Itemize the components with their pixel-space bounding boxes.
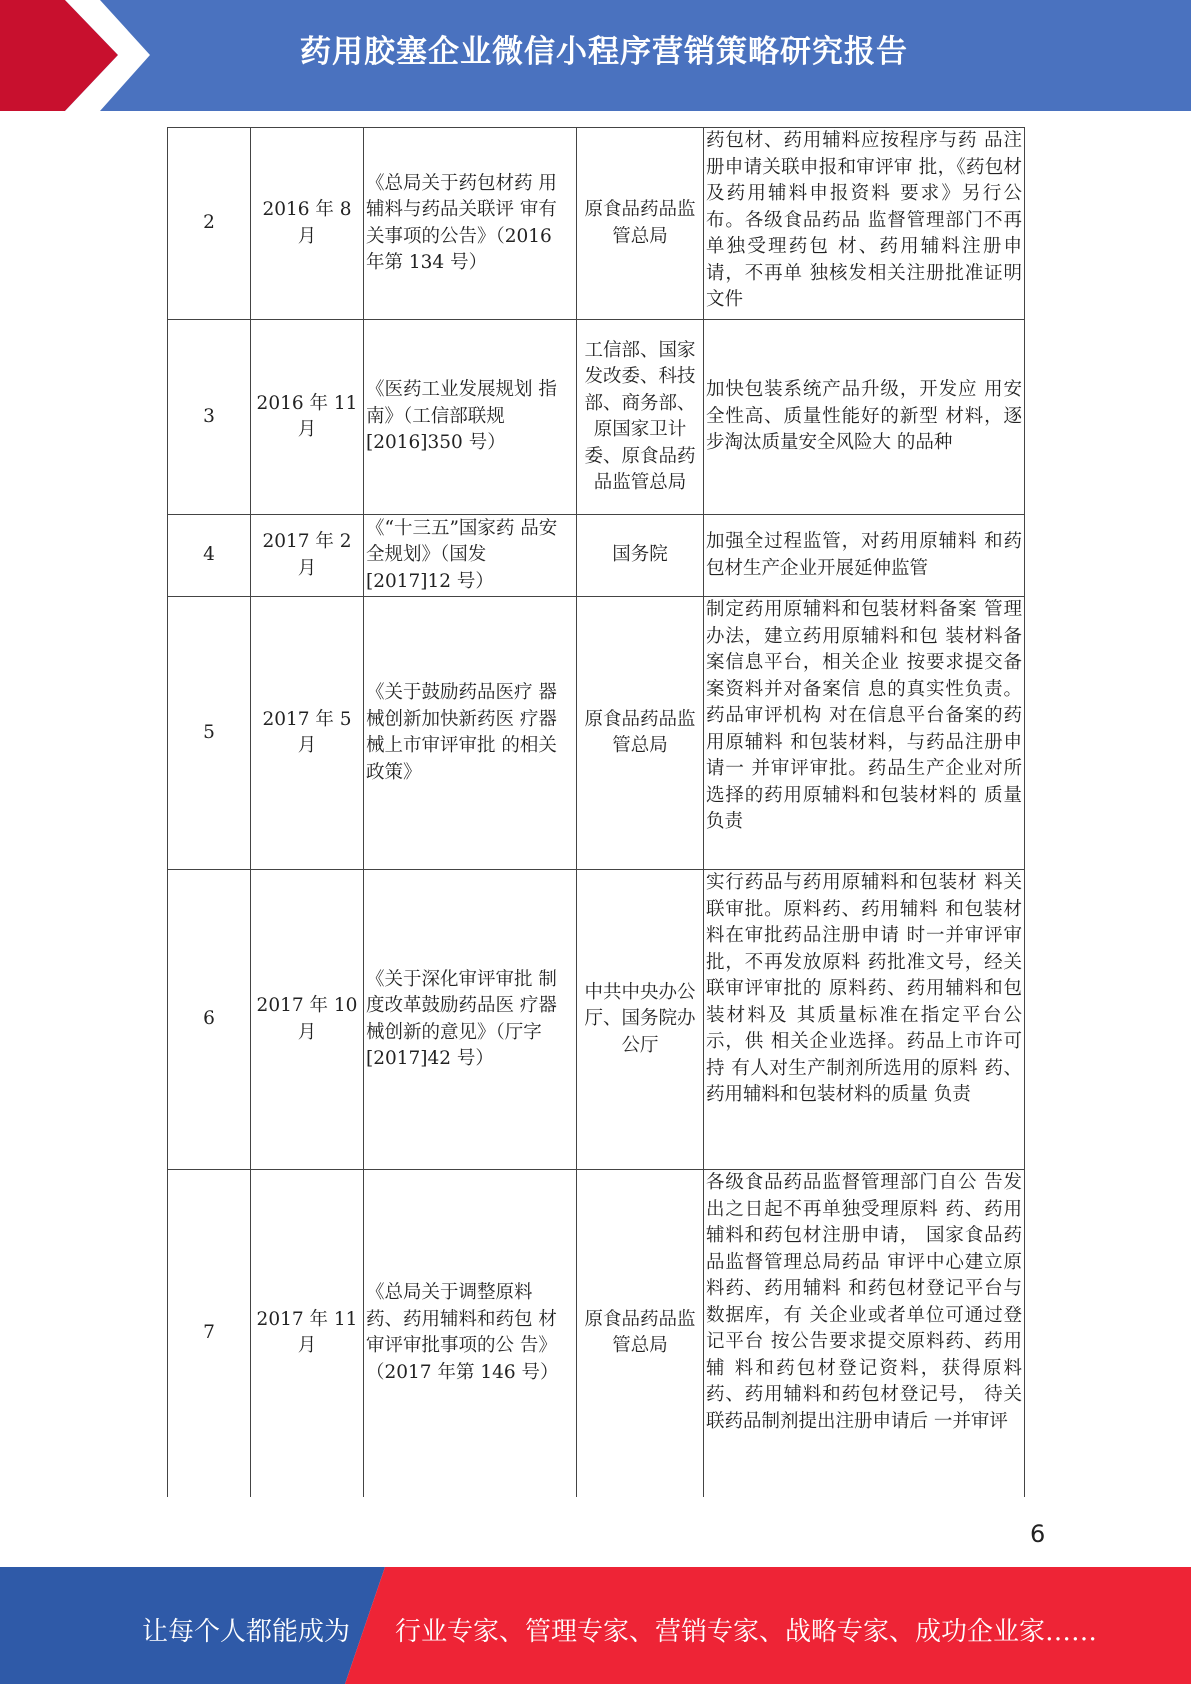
report-title: 药用胶塞企业微信小程序营销策略研究报告 <box>300 34 908 70</box>
page-header <box>0 0 1191 111</box>
row-document: 《医药工业发展规划 指南》（工信部联规 [2016]350 号） <box>364 320 577 515</box>
row-document: 《关于深化审评审批 制度改革鼓励药品医 疗器械创新的意见》（厅字[2017]42 号） <box>364 870 577 1170</box>
row-org: 国务院 <box>577 515 704 597</box>
row-number: 4 <box>168 515 251 597</box>
row-document: 《“十三五”国家药 品安全规划》（国发 [2017]12 号） <box>364 515 577 597</box>
row-content: 药包材、药用辅料应按程序与药 品注册申请关联申报和审评审 批，《药包材及药用辅料申报资料 要求》另行公布。各级食品药品 监督管理部门不再单独受理药包 材、药用辅料注册申请，不再单 独核发相关注册批准证明文件 <box>704 128 1025 320</box>
table-row <box>168 128 1025 320</box>
policy-table <box>167 127 1025 1497</box>
row-org: 原食品药品监管总局 <box>577 1170 704 1497</box>
page-footer <box>0 1567 1191 1684</box>
row-content: 实行药品与药用原辅料和包装材 料关联审批。原料药、药用辅料 和包装材料在审批药品注册申请 时一并审评审批，不再发放原料 药批准文号，经关联审评审批的 原料药、药用辅料和包装材料及 其质量标准在指定平台公示，供 相关企业选择。药品上市许可持 有人对生产制剂所选用的原料 药、药用辅料和包装材料的质量 负责 <box>704 870 1025 1170</box>
table-row <box>168 1170 1025 1497</box>
row-number: 6 <box>168 870 251 1170</box>
table-row <box>168 597 1025 870</box>
row-org: 原食品药品监管总局 <box>577 128 704 320</box>
row-number: 7 <box>168 1170 251 1497</box>
row-org: 中共中央办公厅、国务院办公厅 <box>577 870 704 1170</box>
row-date: 2016 年 8 月 <box>251 128 364 320</box>
row-date: 2017 年 5 月 <box>251 597 364 870</box>
table-row <box>168 320 1025 515</box>
page-number: 6 <box>1030 1520 1046 1548</box>
row-document: 《关于鼓励药品医疗 器械创新加快新药医 疗器械上市审评审批 的相关政策》 <box>364 597 577 870</box>
footer-slogan-left: 让每个人都能成为 <box>142 1617 351 1647</box>
row-content: 加快包装系统产品升级，开发应 用安全性高、质量性能好的新型 材料，逐步淘汰质量安全风险大 的品种 <box>704 320 1025 515</box>
row-date: 2017 年 11 月 <box>251 1170 364 1497</box>
row-org: 原食品药品监管总局 <box>577 597 704 870</box>
footer-slogan-right: 行业专家、管理专家、营销专家、战略专家、成功企业家…… <box>395 1617 1098 1647</box>
row-content: 制定药用原辅料和包装材料备案 管理办法，建立药用原辅料和包 装材料备案信息平台，相关企业 按要求提交备案资料并对备案信 息的真实性负责。药品审评机构 对在信息平台备案的药用原辅料 和包装材料，与药品注册申请一 并审评审批。药品生产企业对所 选择的药用原辅料和包装材料的 质量负责 <box>704 597 1025 870</box>
row-content: 加强全过程监管，对药用原辅料 和药包材生产企业开展延伸监管 <box>704 515 1025 597</box>
row-document: 《总局关于药包材药 用辅料与药品关联评 审有关事项的公告》（2016 年第 134 号） <box>364 128 577 320</box>
row-number: 3 <box>168 320 251 515</box>
row-content: 各级食品药品监督管理部门自公 告发出之日起不再单独受理原料 药、药用辅料和药包材注册申请， 国家食品药品监督管理总局药品 审评中心建立原料药、药用辅料 和药包材登记平台与数据库，有 关企业或者单位可通过登记平台 按公告要求提交原料药、药用辅 料和药包材登记资料，获得原料 药、药用辅料和药包材登记号， 待关联药品制剂提出注册申请后 一并审评 <box>704 1170 1025 1497</box>
table-row <box>168 515 1025 597</box>
table-row <box>168 870 1025 1170</box>
row-number: 5 <box>168 597 251 870</box>
row-number: 2 <box>168 128 251 320</box>
row-date: 2017 年 2 月 <box>251 515 364 597</box>
row-document: 《总局关于调整原料 药、药用辅料和药包 材审评审批事项的公 告》（2017 年第 146 号） <box>364 1170 577 1497</box>
row-date: 2017 年 10 月 <box>251 870 364 1170</box>
header-arrow-decoration <box>0 0 160 111</box>
row-date: 2016 年 11 月 <box>251 320 364 515</box>
row-org: 工信部、国家发改委、科技部、商务部、原国家卫计委、原食品药品监管总局 <box>577 320 704 515</box>
